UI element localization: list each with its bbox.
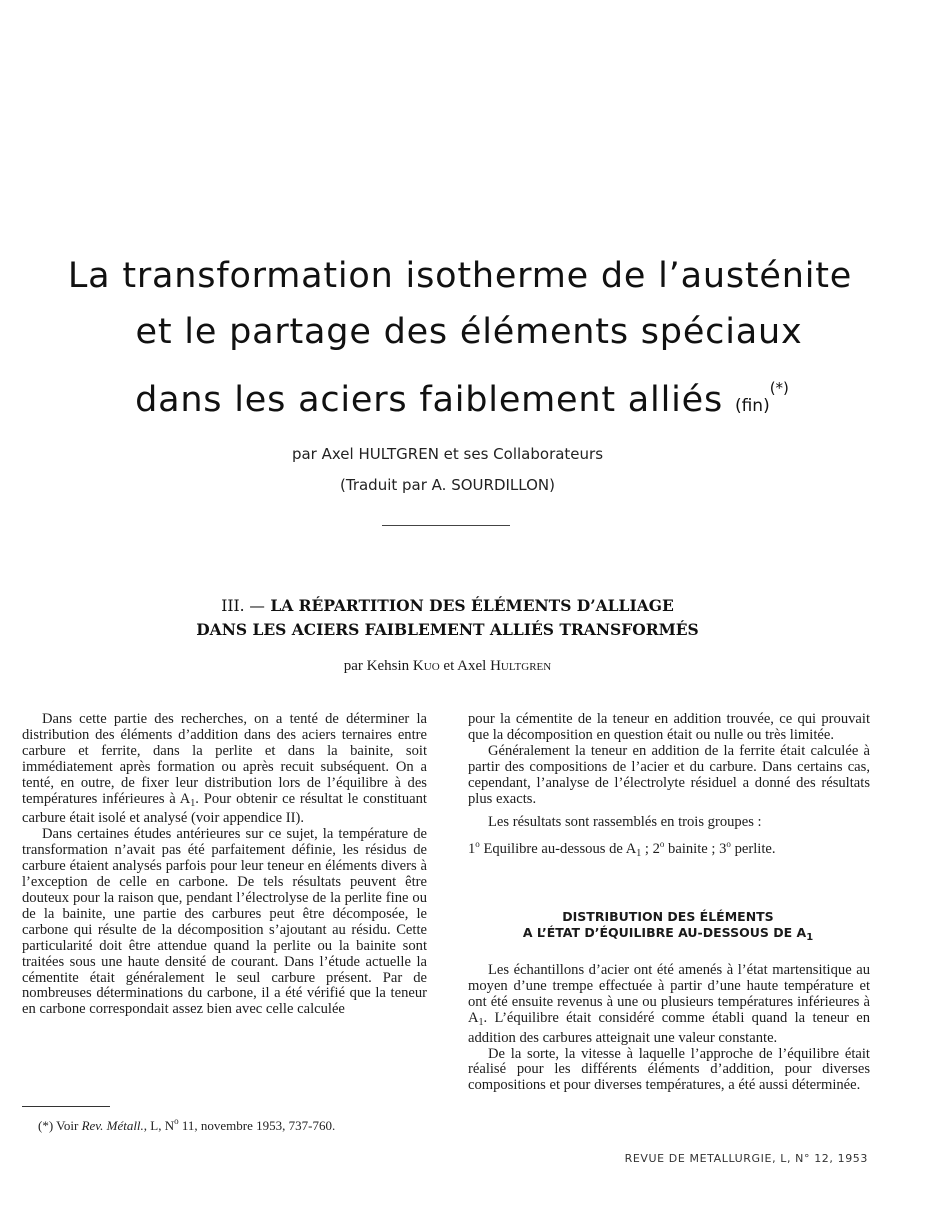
section-byline — [0, 658, 895, 675]
translator-line: (Traduit par A. SOURDILLON) — [340, 476, 555, 494]
footnote-mark: (*) — [38, 1118, 54, 1133]
right-column-lower — [468, 963, 870, 1094]
left-p1-text-a: Dans cette partie des recherches, on a tenté de déterminer la distribution des éléments d’addition dans des aciers ternaires entre carbure et ferrite, dans la perlite et dans la bainite, soit immédiatement après formation ou après recuit subséquent. On a tenté, en outre, de fixer leur distribution lors de l’équilibre à des températures inférieures à A — [22, 711, 427, 807]
right-paragraph-3: Les résultats sont rassemblés en trois groupes : — [488, 814, 762, 831]
group-2-deg: o — [659, 839, 665, 850]
title-line-3-text: dans les aciers faiblement alliés — [135, 380, 724, 420]
footnote-divider — [22, 1106, 110, 1107]
footnote-deg: o — [174, 1116, 179, 1126]
group-3-text: perlite. — [730, 841, 776, 858]
subsection-paragraph-1 — [468, 963, 870, 1047]
byline-prefix: par Kehsin — [343, 658, 410, 674]
subsection-heading-line-2 — [468, 925, 868, 946]
left-p1-text-b: . Pour obtenir ce résultat le constituant carbure était isolé et analysé (voir appendice II). — [22, 790, 427, 827]
title-suffix: (fin) — [734, 396, 770, 416]
section-heading-line-1 — [0, 596, 895, 615]
footnote-text-c: 11, novembre 1953, 737-760. — [178, 1118, 336, 1133]
title-line-2: et le partage des éléments spéciaux — [135, 312, 803, 352]
article-title — [20, 248, 900, 434]
right-paragraph-2: Généralement la teneur en addition de la ferrite était calculée à partir des compositions de l’acier et du carbure. Dans certains cas, cependant, l’analyse de l’électrolyte résiduel a donné des résultats plus exacts. — [468, 742, 870, 807]
sub-p1-sub: 1 — [478, 1016, 484, 1028]
article-byline: par Axel HULTGREN et ses Collaborateurs — [291, 445, 604, 463]
results-groups — [468, 837, 870, 862]
byline-mid: et Axel — [443, 658, 487, 674]
section-heading-text-1: LA RÉPARTITION DES ÉLÉMENTS D’ALLIAGE — [270, 596, 674, 615]
section-heading-line-2: DANS LES ACIERS FAIBLEMENT ALLIÉS TRANSFORMÉS — [196, 620, 699, 639]
group-1-num: 1 — [468, 841, 476, 858]
sub-p1-text-a: Les échantillons d’acier ont été amenés à l’état martensitique au moyen d’une trempe effectuée à partir d’une haute température et ont été ensuite revenus à une ou plusieurs températures inférieures à A — [468, 962, 870, 1026]
page-footer: REVUE DE METALLURGIE, L, N° 12, 1953 — [624, 1152, 868, 1165]
subsection-heading — [468, 909, 868, 946]
right-column — [468, 712, 870, 862]
group-3-deg: o — [726, 839, 731, 850]
left-paragraph-1 — [22, 712, 427, 827]
right-paragraph-1: pour la cémentite de la teneur en addition trouvée, ce qui prouvait que la décomposition en question était ou nulle ou très limitée. — [468, 711, 870, 743]
title-line-3 — [20, 360, 900, 434]
title-divider — [382, 525, 510, 526]
group-2-prefix: ; 2 — [641, 841, 660, 858]
left-column — [22, 712, 427, 1018]
left-paragraph-2: Dans certaines études antérieures sur ce sujet, la température de transformation n’avait pas été parfaitement définie, les résidus de carbure étaient analysés parfois pour leur teneur en éléments divers à l’exception de celle en carbone. De tels résultats peuvent être douteux pour la raison que, pendant l’électrolyse de la perlite fine ou de la bainite, une partie des carbures peut être décomposée, le carbone qui résulte de la décomposition s’ajoutant au résidu. Cette particularité doit être attendue quand la perlite ou la bainite sont traitées sous une haute densité de courant. Dans l’étude actuelle la cémentite était généralement le seul carbure présent. Par de nombreuses déterminations du carbone, il a été vérifié que la teneur en carbone correspondait assez bien avec celle calculée — [22, 826, 427, 1018]
footnote-text-b: , L, N — [143, 1118, 175, 1133]
title-footnote-mark: (*) — [769, 379, 789, 397]
author-kuo: Kuo — [412, 658, 440, 674]
title-line-1: La transformation isotherme de l’austénite — [67, 256, 853, 296]
left-p1-sub: 1 — [190, 797, 196, 809]
group-2-text: bainite ; 3 — [664, 841, 727, 858]
section-number: III. — — [221, 597, 265, 615]
group-1-deg: o — [475, 839, 480, 850]
subsection-heading-text-2: A L’ÉTAT D’ÉQUILIBRE AU-DESSOUS DE A — [522, 925, 807, 940]
group-1-text: Equilibre au-dessous de A — [479, 841, 637, 858]
footnote-journal: Rev. Métall. — [81, 1118, 144, 1133]
subsection-heading-line-1: DISTRIBUTION DES ÉLÉMENTS — [562, 909, 774, 924]
footnote-text-a: Voir — [53, 1118, 82, 1133]
group-1-sub: 1 — [636, 848, 642, 860]
author-hultgren: Hultgren — [490, 658, 552, 674]
sub-p1-text-b: . L’équilibre était considéré comme établi quand la teneur en addition des carbures atteignait une valeur constante. — [468, 1009, 870, 1046]
subsection-paragraph-2: De la sorte, la vitesse à laquelle l’approche de l’équilibre était réalisé pour les différents éléments d’addition, pour diverses compositions et pour diverses températures, a été aussi déterminée. — [468, 1045, 870, 1094]
footnote — [38, 1116, 335, 1134]
subsection-heading-sub: 1 — [806, 932, 814, 943]
